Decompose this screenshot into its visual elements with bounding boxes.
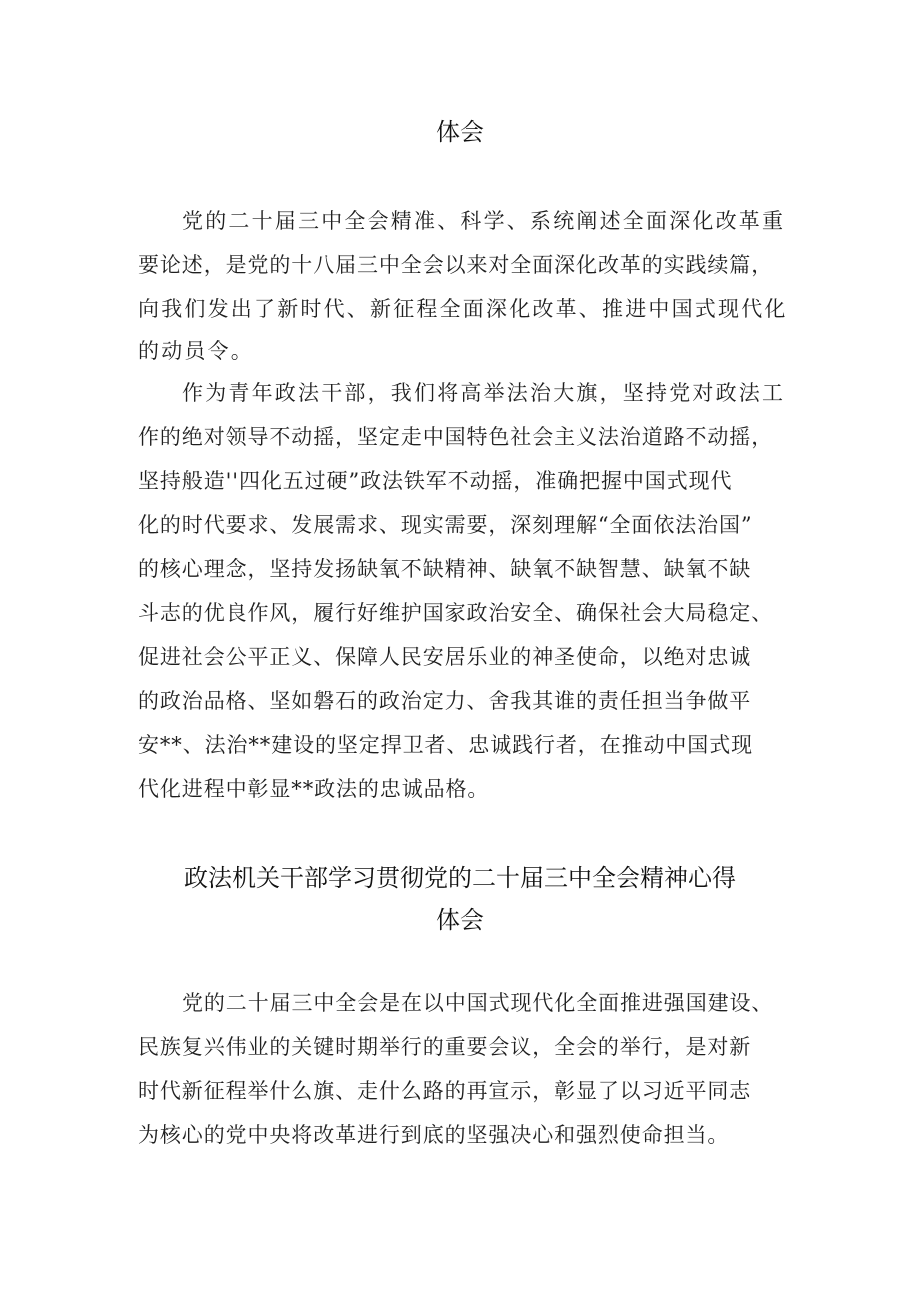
- text-line: 坚持般造''四化五过硬”政法铁军不动摇，准确把握中国式现代: [138, 469, 733, 493]
- text-line: 民族复兴伟业的关键时期举行的重要会议，全会的举行，是对新: [138, 1035, 752, 1059]
- text-line: 代化进程中彰显**政法的忠诚品格。: [138, 777, 490, 801]
- text-line: 的核心理念，坚持发扬缺氧不缺精神、缺氧不缺智慧、缺氧不缺: [138, 557, 752, 581]
- text-line: 党的二十届三中全会精准、科学、系统阐述全面深化改革重: [182, 209, 786, 233]
- text-line: 斗志的优良作风，履行好维护国家政治安全、确保社会大局稳定、: [138, 601, 774, 625]
- section1-title: 体会: [436, 118, 484, 146]
- text-line: 要论述，是党的十八届三中全会以来对全面深化改革的实践续篇，: [138, 253, 774, 277]
- text-line: 促进社会公平正义、保障人民安居乐业的神圣使命，以绝对忠诚: [138, 645, 752, 669]
- text-line: 化的时代要求、发展需求、现实需要，深刻理解“全面依法治国”: [138, 513, 753, 537]
- text-line: 党的二十届三中全会是在以中国式现代化全面推进强国建设、: [182, 991, 774, 1015]
- section2-title-line1: 政法机关干部学习贯彻党的二十届三中全会精神心得: [184, 864, 736, 892]
- text-line: 为核心的党中央将改革进行到底的坚强决心和强烈使命担当。: [138, 1123, 730, 1147]
- text-line: 作的绝对领导不动摇，坚定走中国特色社会主义法治道路不动摇，: [138, 425, 774, 449]
- text-line: 的政治品格、坚如磐石的政治定力、舍我其谁的责任担当争做平: [138, 689, 752, 713]
- text-line: 安**、法治**建设的坚定捍卫者、忠诚践行者，在推动中国式现: [138, 733, 753, 757]
- text-line: 作为青年政法干部，我们将高举法治大旗，坚持党对政法工: [182, 381, 786, 405]
- text-line: 的动员令。: [138, 339, 254, 363]
- section2-title-line2: 体会: [436, 906, 484, 934]
- text-line: 向我们发出了新时代、新征程全面深化改革、推进中国式现代化: [138, 297, 788, 321]
- text-line: 时代新征程举什么旗、走什么路的再宣示，彰显了以习近平同志: [138, 1079, 752, 1103]
